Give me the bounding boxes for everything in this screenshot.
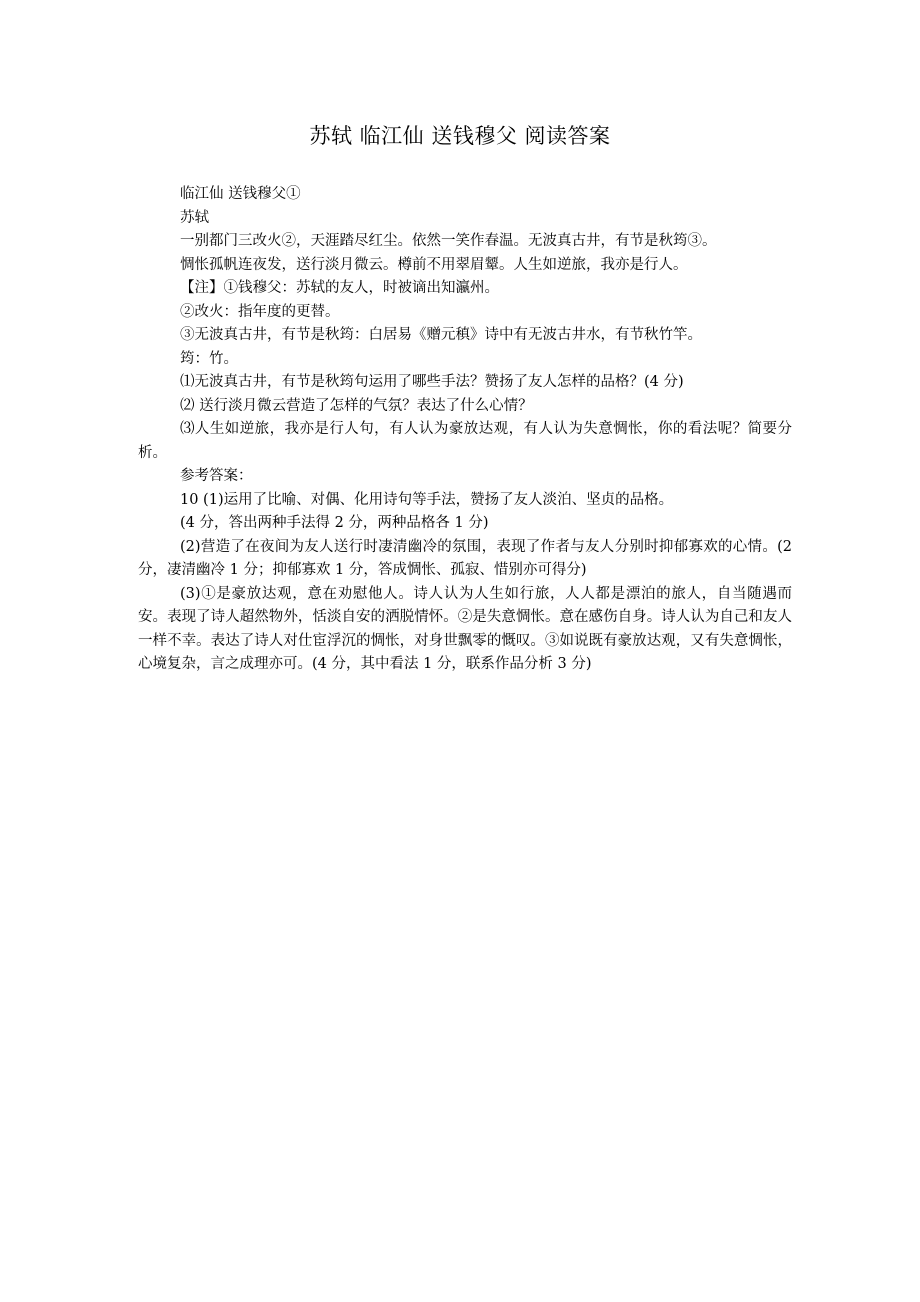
question: ⑴无波真古井，有节是秋筠句运用了哪些手法？赞扬了友人怎样的品格？(4 分) bbox=[180, 374, 684, 390]
answer-score: (4 分，答出两种手法得 2 分，两种品格各 1 分) bbox=[180, 515, 489, 531]
note: 筠：竹。 bbox=[180, 350, 238, 367]
answer: 10 (1)运用了比喻、对偶、化用诗句等手法，赞扬了友人淡泊、坚贞的品格。 bbox=[180, 491, 674, 508]
answer-heading: 参考答案： bbox=[180, 468, 253, 484]
question: ⑵ 送行淡月微云营造了怎样的气氛？表达了什么心情？ bbox=[180, 397, 533, 414]
document-title: 苏轼 临江仙 送钱穆父 阅读答案 bbox=[309, 124, 611, 148]
note: ③无波真古井，有节是秋筠：白居易《赠元稹》诗中有无波古井水，有节秋竹竿。 bbox=[180, 327, 702, 343]
poem-line: 一别都门三改火②，天涯踏尽红尘。依然一笑作春温。无波真古井，有节是秋筠③。 bbox=[180, 233, 717, 249]
answer: (3)①是豪放达观，意在劝慰他人。诗人认为人生如行旅，人人都是漂泊的旅人，自当随遇而安。表现了诗人超然物外，恬淡自安的洒脱情怀。②是失意惆怅。意在感伤自身。诗人认为自己和友人一样不幸。表达了诗人对仕宦浮沉的惆怅，对身世飘零的慨叹。③如说既有豪放达观，又有失意惆怅，心境复杂，言之成理亦可。(4 分，其中看法 1 分，联系作品分析 3 分) bbox=[138, 585, 792, 672]
poem-line: 惆怅孤帆连夜发，送行淡月微云。樽前不用翠眉颦。人生如逆旅，我亦是行人。 bbox=[180, 256, 688, 273]
poem-title: 临江仙 送钱穆父① bbox=[180, 186, 301, 202]
note: ②改火：指年度的更替。 bbox=[180, 303, 340, 320]
document-body bbox=[138, 183, 792, 677]
poem-author: 苏轼 bbox=[180, 209, 209, 226]
answer: (2)营造了在夜间为友人送行时凄清幽冷的氛围，表现了作者与友人分别时抑郁寡欢的心情。(2 分，凄清幽冷 1 分；抑郁寡欢 1 分，答成惆怅、孤寂、惜别亦可得分) bbox=[138, 538, 792, 578]
question: ⑶人生如逆旅，我亦是行人句，有人认为豪放达观，有人认为失意惆怅，你的看法呢？简要分析。 bbox=[138, 421, 792, 461]
note: 【注】①钱穆父：苏轼的友人，时被谪出知瀛州。 bbox=[180, 280, 499, 296]
